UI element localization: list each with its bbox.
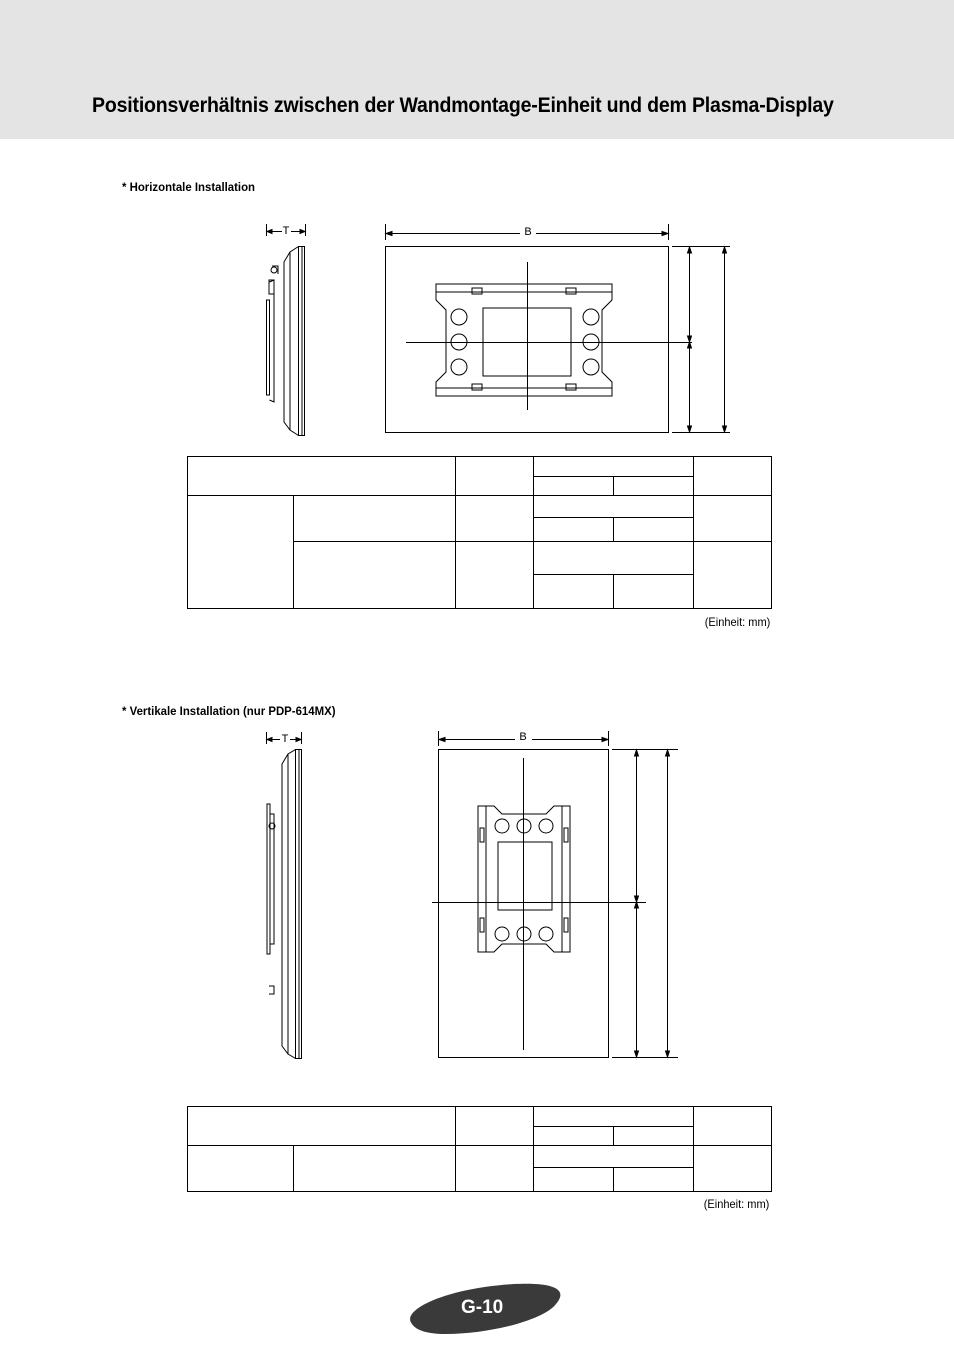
horizontal-side-dim-t: T [282,225,290,237]
horizontal-dimension-table [186,456,774,612]
horizontal-side-view-drawing [260,222,320,440]
horizontal-section-label: * Horizontale Installation [122,180,256,194]
vertical-unit-note: (Einheit: mm) [703,1197,769,1211]
horizontal-unit-note: (Einheit: mm) [704,615,770,629]
vertical-front-dim-b: B [519,731,527,743]
horizontal-front-dim-b: B [524,226,532,238]
vertical-front-view-drawing [430,728,690,1064]
vertical-side-view-drawing [260,730,310,1064]
vertical-dimension-table [186,1106,774,1196]
page-title: Positionsverhältnis zwischen der Wandmontage-Einheit und dem Plasma-Display [92,94,834,117]
page-number: G-10 [461,1297,504,1318]
vertical-side-dim-t: T [281,733,289,745]
vertical-section-label: * Vertikale Installation (nur PDP-614MX) [122,704,336,718]
header-band [0,0,954,139]
horizontal-front-view-drawing [380,222,740,438]
